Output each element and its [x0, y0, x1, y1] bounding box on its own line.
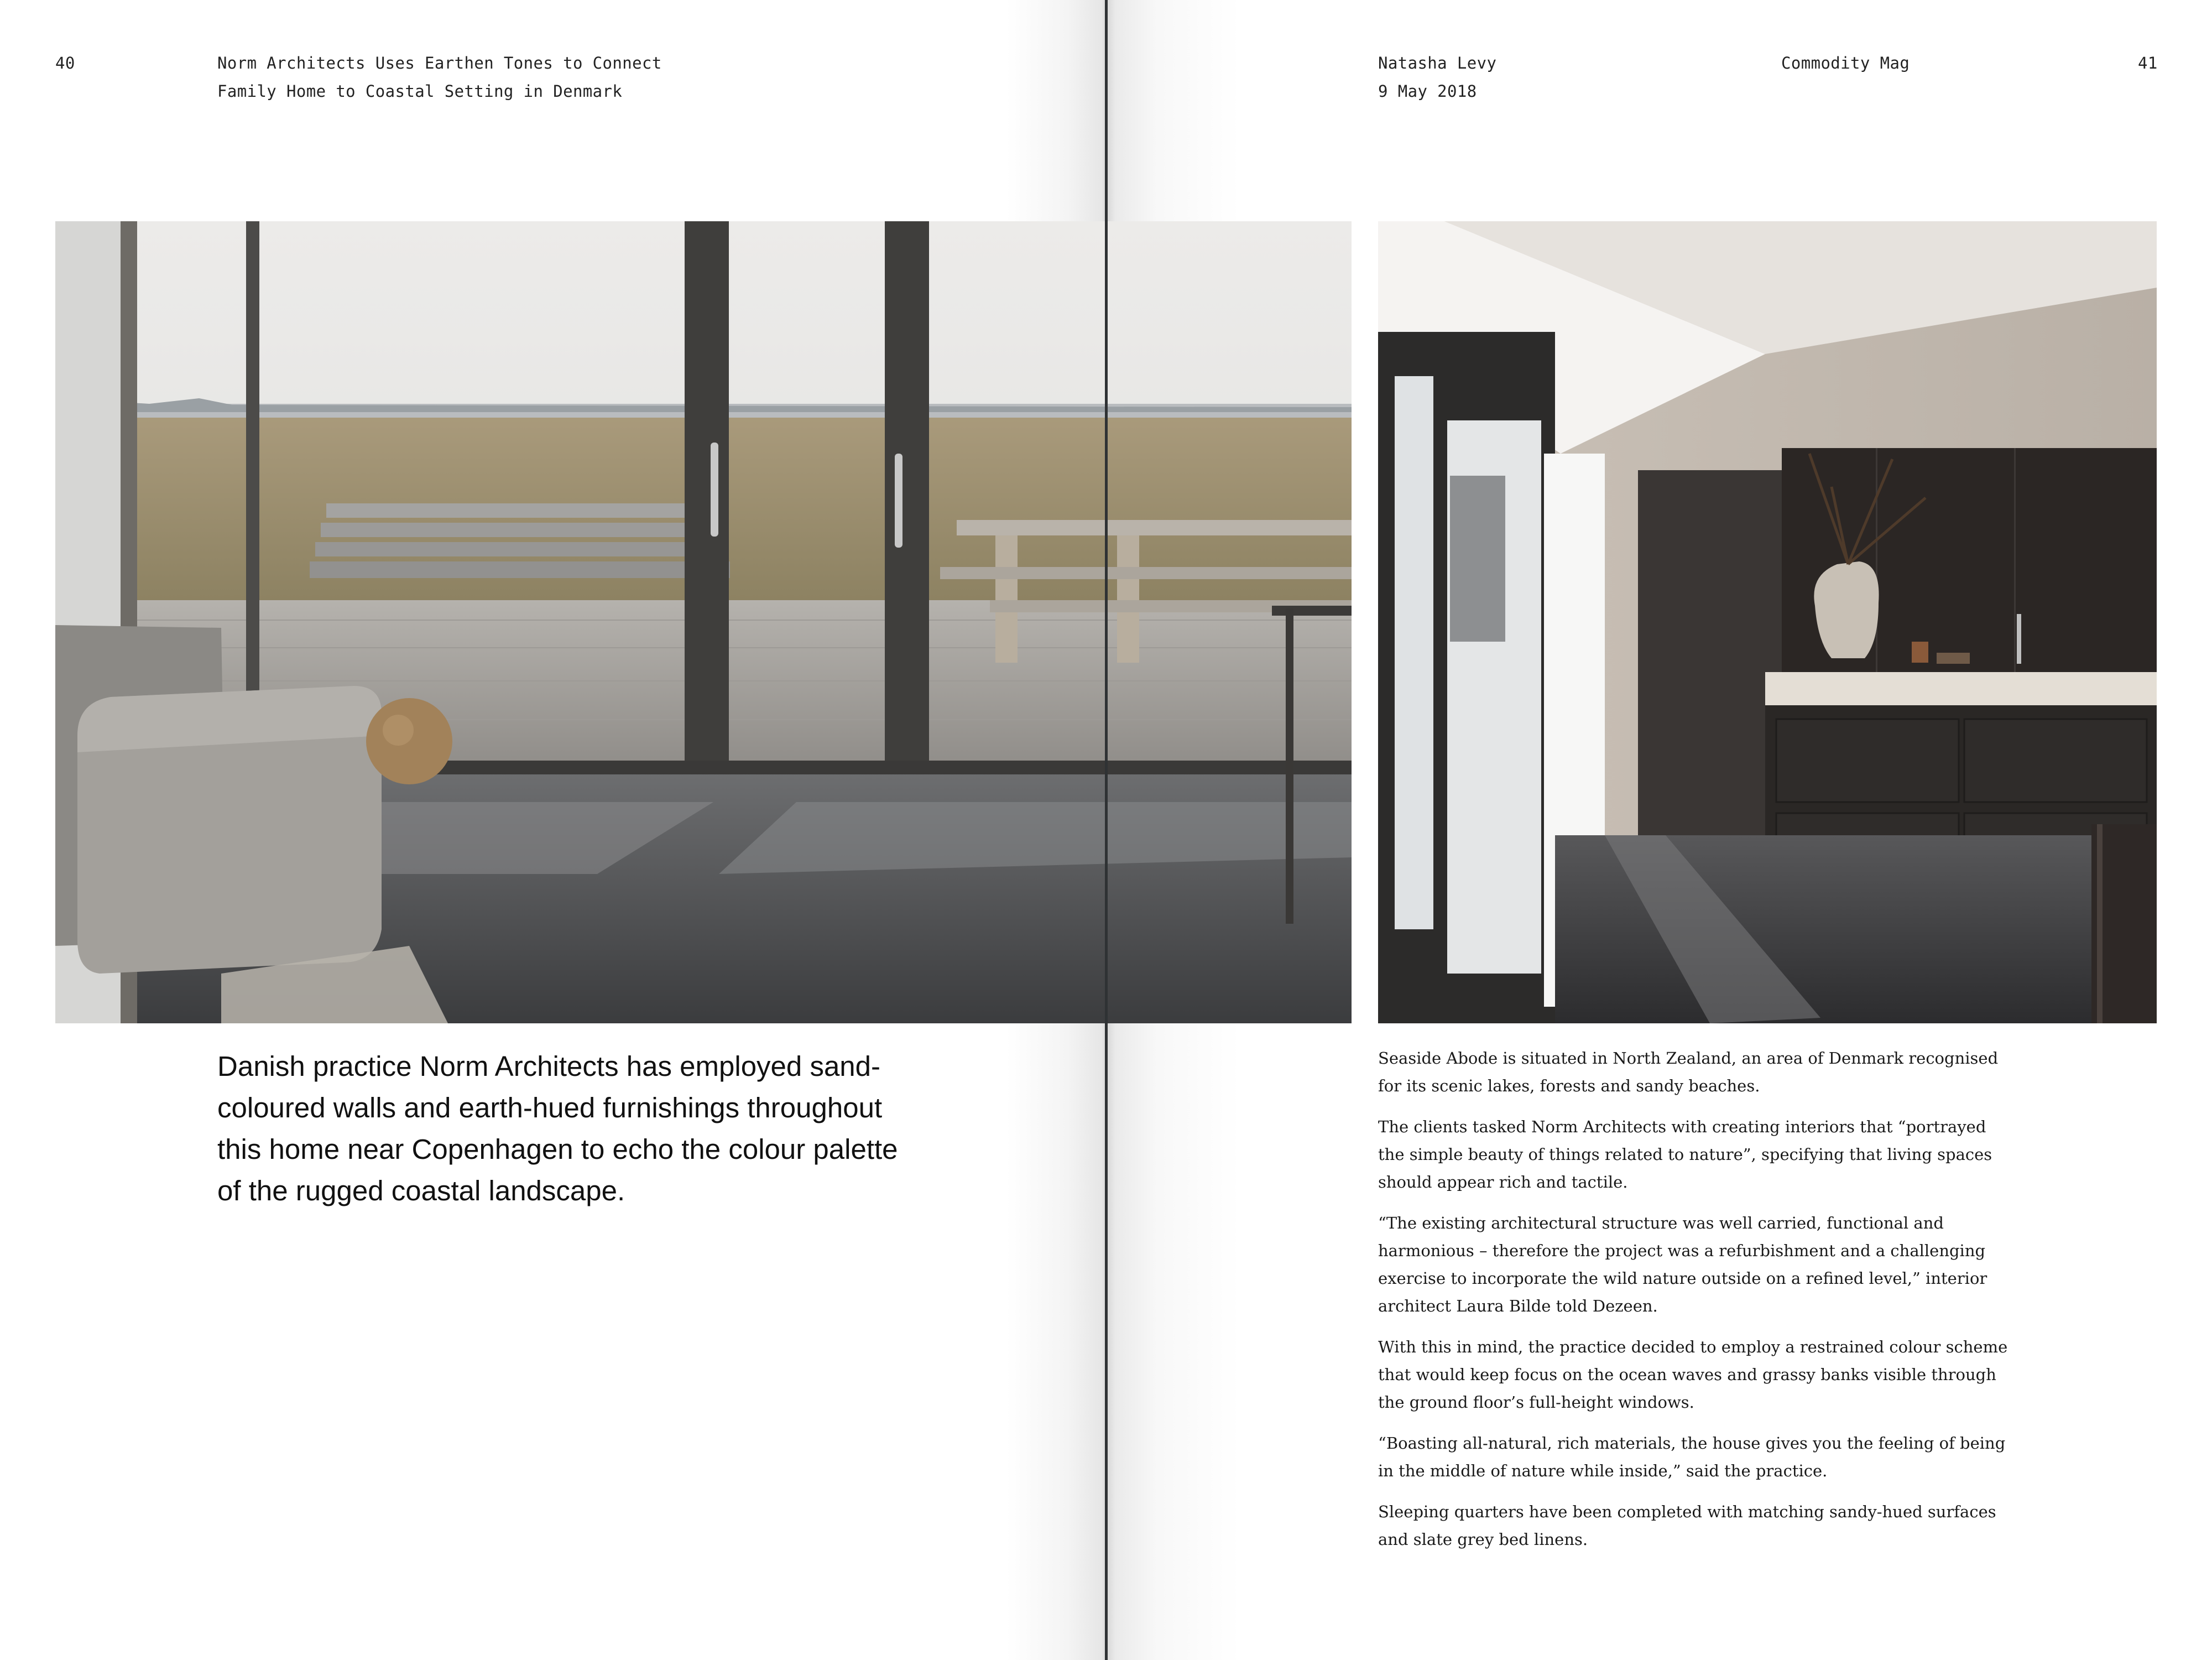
- headline-line-1: Norm Architects Uses Earthen Tones to Connect: [217, 54, 662, 72]
- left-page-number: 40: [55, 54, 75, 72]
- headline-line-2: Family Home to Coastal Setting in Denmark: [217, 82, 623, 101]
- kitchen-photo: [1378, 221, 2157, 1023]
- paragraph: Sleeping quarters have been completed with matching sandy-hued surfaces and slate grey bed linens.: [1378, 1502, 1996, 1549]
- spine-gutter-line: [1105, 0, 1108, 1660]
- paragraph: “The existing architectural structure was well carried, functional and harmonious – therefore the project was a refurbishment and a challenging exercise to incorporate the wild nature outside on a refined level,” interior architect Laura Bilde told Dezeen.: [1378, 1214, 1987, 1315]
- paragraph: “Boasting all-natural, rich materials, the house gives you the feeling of being in the middle of nature while inside,” said the practice.: [1378, 1434, 2006, 1480]
- deck-text: Danish practice Norm Architects has employed sand-coloured walls and earth-hued furnishings throughout this home near Copenhagen to echo the colour palette of the rugged coastal landscape.: [217, 1050, 898, 1206]
- publication-name: Commodity Mag: [1781, 54, 1910, 72]
- paragraph: Seaside Abode is situated in North Zealand, an area of Denmark recognised for its scenic lakes, forests and sandy beaches.: [1378, 1049, 1999, 1095]
- paragraph: With this in mind, the practice decided to employ a restrained colour scheme that would keep focus on the ocean waves and grassy banks visible through the ground floor’s full-height windows.: [1378, 1338, 2008, 1412]
- article-date: 9 May 2018: [1378, 82, 1477, 101]
- right-page-number: 41: [2138, 54, 2158, 72]
- author-name: Natasha Levy: [1378, 54, 1497, 72]
- paragraph: The clients tasked Norm Architects with creating interiors that “portrayed the simple beauty of things related to nature”, specifying that living spaces should appear rich and tactile.: [1378, 1117, 1992, 1191]
- article-body: [1378, 1044, 2014, 1567]
- living-room-photo: [55, 221, 1352, 1023]
